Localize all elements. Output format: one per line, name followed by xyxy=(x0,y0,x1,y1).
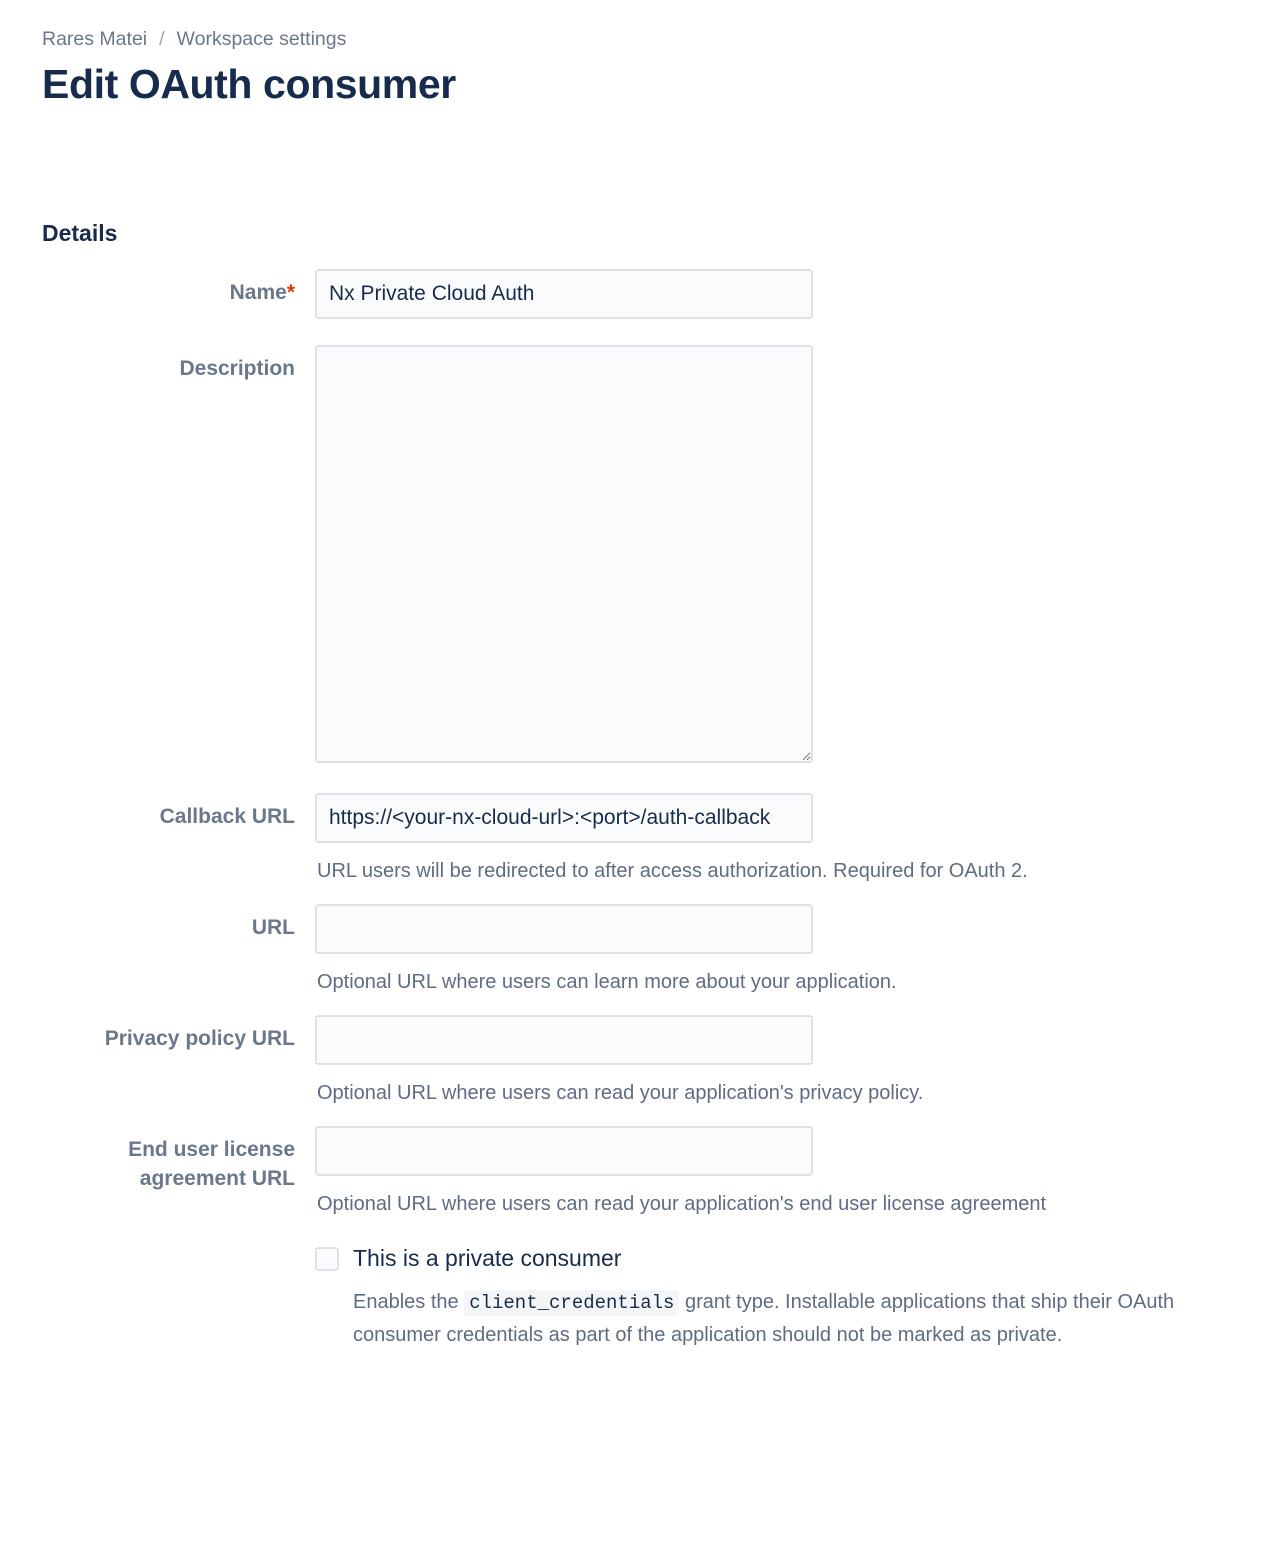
field-row-private-consumer xyxy=(42,1237,1238,1351)
page-title: Edit OAuth consumer xyxy=(42,61,456,108)
privacy-policy-url-control xyxy=(315,1015,1238,1126)
private-consumer-checkbox-row[interactable] xyxy=(315,1241,1238,1276)
description-control xyxy=(315,345,1238,763)
url-help: Optional URL where users can learn more about your application. xyxy=(317,971,897,994)
field-row-name xyxy=(42,269,1238,319)
details-section-title: Details xyxy=(42,220,118,247)
private-consumer-description xyxy=(353,1286,1208,1351)
breadcrumb xyxy=(42,26,1238,53)
callback-url-help: URL users will be redirected to after access authorization. Required for OAuth 2. xyxy=(317,860,1028,883)
callback-url-label: Callback URL xyxy=(159,805,295,829)
field-row-url xyxy=(42,904,1238,1015)
breadcrumb-separator: / xyxy=(159,28,165,50)
private-consumer-label-spacer xyxy=(42,1237,315,1247)
breadcrumb-workspace-settings-link[interactable]: Workspace settings xyxy=(176,28,347,50)
name-input[interactable] xyxy=(315,269,813,319)
callback-url-control xyxy=(315,793,1238,904)
eula-url-help: Optional URL where users can read your application's end user license agreement xyxy=(317,1193,1047,1216)
private-consumer-checkbox-label[interactable]: This is a private consumer xyxy=(353,1245,622,1272)
callback-url-input[interactable] xyxy=(315,793,813,843)
private-consumer-checkbox[interactable] xyxy=(315,1247,339,1271)
name-label xyxy=(42,269,315,307)
privacy-policy-url-input[interactable] xyxy=(315,1015,813,1065)
private-consumer-control xyxy=(315,1237,1238,1351)
url-input[interactable] xyxy=(315,904,813,954)
privacy-policy-url-help: Optional URL where users can read your application's privacy policy. xyxy=(317,1082,924,1105)
spacer-name xyxy=(42,319,1238,345)
url-label: URL xyxy=(251,916,295,940)
private-consumer-description-part2: grant type. Installable applications that ship their OAuth consumer credentials as part of the application should not be marked as private. xyxy=(353,1290,1175,1346)
eula-url-control xyxy=(315,1126,1238,1237)
spacer-description xyxy=(42,763,1238,793)
description-textarea[interactable] xyxy=(315,345,813,763)
privacy-policy-url-label: Privacy policy URL xyxy=(104,1027,295,1051)
eula-url-label: End user license agreement URL xyxy=(128,1138,295,1190)
name-label-text: Name xyxy=(229,281,287,305)
client-credentials-code: client_credentials xyxy=(464,1290,679,1316)
field-row-callback-url xyxy=(42,793,1238,904)
field-row-eula-url xyxy=(42,1126,1238,1237)
breadcrumb-workspace-link[interactable]: Rares Matei xyxy=(42,28,148,50)
private-consumer-description-part1: Enables the xyxy=(353,1290,459,1313)
url-control xyxy=(315,904,1238,1015)
field-row-privacy-policy-url xyxy=(42,1015,1238,1126)
name-control xyxy=(315,269,1238,319)
required-marker: * xyxy=(286,281,295,305)
description-label: Description xyxy=(179,357,295,381)
eula-url-input[interactable] xyxy=(315,1126,813,1176)
field-row-description xyxy=(42,345,1238,763)
oauth-consumer-form xyxy=(42,269,1238,1351)
